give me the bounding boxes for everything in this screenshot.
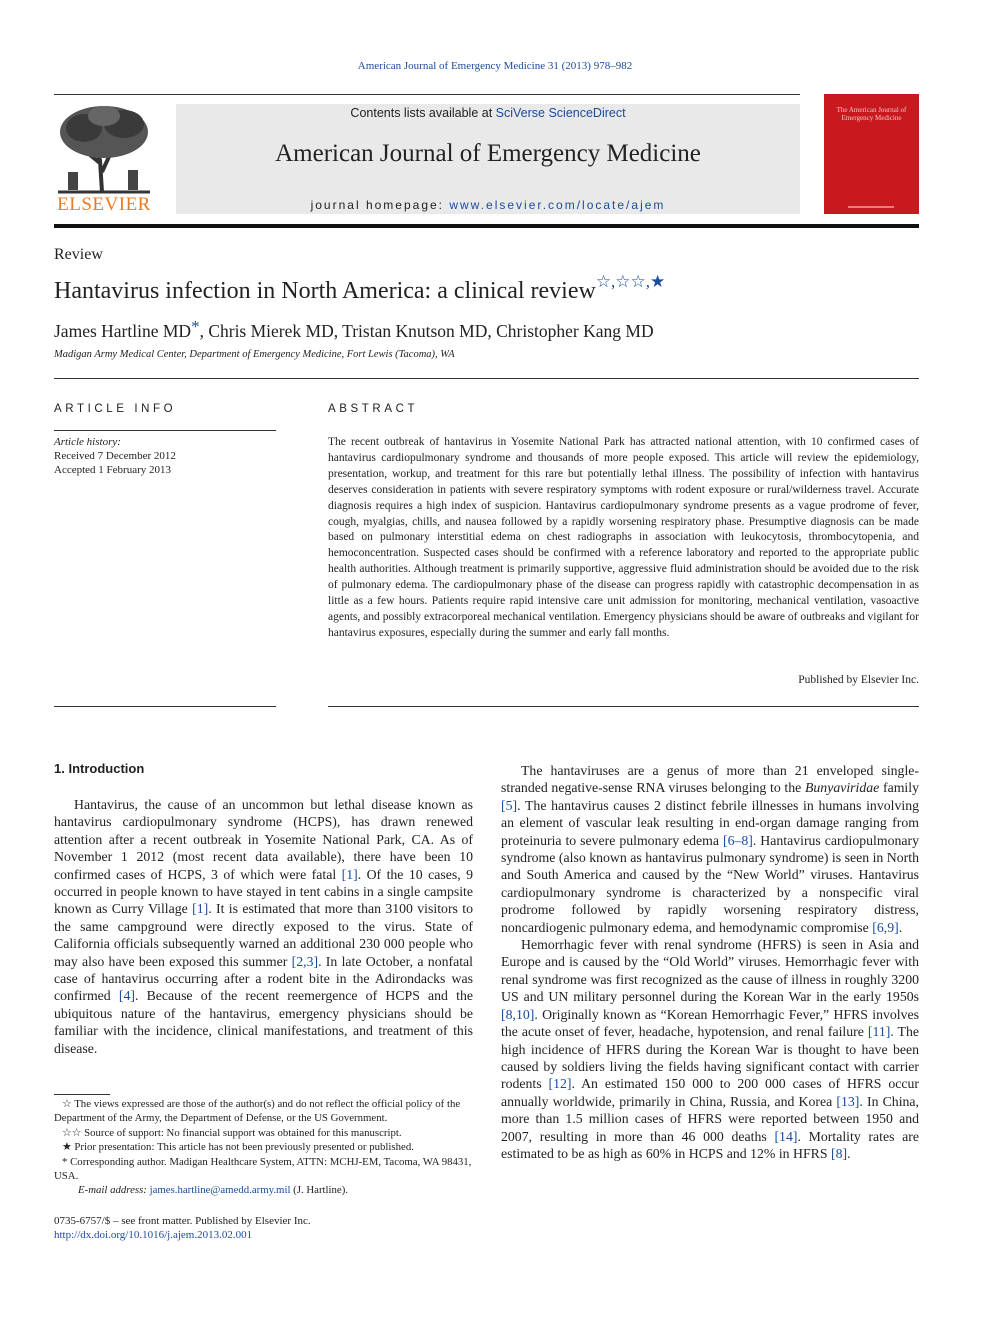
body-column-left: [54, 796, 473, 1057]
citation-link[interactable]: [5]: [501, 797, 518, 813]
doi-link[interactable]: http://dx.doi.org/10.1016/j.ajem.2013.02.001: [54, 1229, 253, 1242]
paragraph-1: Hantavirus, the cause of an uncommon but lethal disease known as hantavirus cardiopulmonary syndrome (HCPS), has drawn renewed attention after a recent outbreak in Yosemite National Park, CA. As of November 1 2012 (most recent data available), there have been 10 confirmed cases of HCPS, 3 of which were fatal [1]. Of the 10 cases, 9 occurred in people known to have stayed in tent cabins in a single campsite known as Curry Village [1]. It is estimated that more than 3100 visitors to the same campground were directly exposed to the virus. State of California officials subsequently warned an additional 230 000 people who may also have been exposed this summer [2,3]. In late October, a nonfatal case of hantavirus occurring after a rodent bite in the Adirondacks was confirmed [4]. Because of the recent reemergence of HCPS and the ubiquitous nature of the hantavirus, emergency physicians should be familiar with the incidence, clinical manifestations, and treatment of this disease.: [54, 797, 474, 1056]
affiliation: Madigan Army Medical Center, Department of Emergency Medicine, Fort Lewis (Tacoma), WA: [54, 349, 455, 360]
article-type: Review: [54, 246, 103, 263]
email-link[interactable]: james.hartline@amedd.army.mil: [149, 1184, 291, 1197]
homepage-prefix: journal homepage:: [310, 198, 444, 212]
info-top-rule: [54, 378, 919, 379]
footnote-corresponding: * Corresponding author. Madigan Healthcare System, ATTN: MCHJ-EM, Tacoma, WA 98431, USA.: [54, 1155, 472, 1183]
title-footnote-marks[interactable]: ☆,☆☆,★: [595, 272, 666, 291]
journal-homepage: [176, 198, 800, 212]
footnote-support: ☆☆ Source of support: No financial support was obtained for this manuscript.: [62, 1126, 402, 1139]
title-rule: [54, 224, 919, 228]
author-hartline: James Hartline MD: [54, 321, 192, 341]
citation-link[interactable]: [14]: [774, 1128, 798, 1144]
citation-link[interactable]: [4]: [118, 988, 135, 1004]
citation-link[interactable]: [6–8]: [722, 832, 753, 848]
cover-strip: [848, 206, 894, 208]
sciencedirect-link[interactable]: SciVerse ScienceDirect: [495, 106, 626, 120]
corresponding-author-mark[interactable]: *: [191, 317, 200, 336]
citation-link[interactable]: [2,3]: [291, 953, 319, 969]
front-matter: [54, 1214, 311, 1243]
received-date: Received 7 December 2012: [54, 450, 176, 462]
publisher-note: Published by Elsevier Inc.: [798, 674, 919, 686]
body-column-right: [501, 762, 919, 1162]
paragraph-2: The hantaviruses are a genus of more than 21 enveloped single-stranded negative-sense RNA viruses belonging to the Bunyaviridae family [5]. The hantavirus causes 2 distinct febrile illnesses in humans involving an element of vascular leak resulting in end-organ damage ranging from proteinuria to severe pulmonary edema [6–8]. Hantavirus cardiopulmonary syndrome (also known as hantavirus pulmonary syndrome) is seen in North and South America and caused by the “New World” viruses. Hantavirus cardiopulmonary syndrome is characterized by a nonspecific viral prodrome followed by rapidly worsening respiratory distress, noncardiogenic pulmonary edema, and hemodynamic compromise [6,9].: [501, 763, 919, 935]
info-bottom-rule: [54, 706, 276, 707]
journal-citation[interactable]: American Journal of Emergency Medicine 31 (2013) 978–982: [357, 60, 633, 72]
citation-link[interactable]: [8]: [830, 1145, 848, 1161]
abstract-text: The recent outbreak of hantavirus in Yosemite National Park has attracted national attention, with 10 confirmed cases of hantavirus cardiopulmonary syndrome and thousands of more people exposed. This article will review the epidemiology, presentation, workup, and treatment for this rare but potentially lethal illness. The possibility of infection with hantavirus deserves consideration in patients with severe respiratory symptoms with rodent exposure or rural/wilderness travel. Accurate diagnosis requires a high index of suspicion. Hantavirus cardiopulmonary syndrome presents as a vague prodrome of fever, cough, myalgias, chills, and nausea followed by a rapidly worsening respiratory phase. Presumptive diagnosis can be made based on pulmonary interstitial edema on chest radiographs in association with leukocytosis, thrombocytopenia, and hemoconcentration. Suspected cases should be confirmed with a reference laboratory and reported to the appropriate public health authorities. Although treatment is primarily supportive, aggressive fluid administration should be avoided due to the risk of pulmonary edema. The cardiopulmonary phase of the disease can progress rapidly with catastrophic decompensation in as little as a few hours. Patients require rapid intensive care unit admission for monitoring, mechanical ventilation, vasoactive agents, and possibly extracorporeal mechanical ventilation. Emergency physicians should be aware of outbreaks and vigilant for hantavirus exposures, especially during the summer and early fall months.: [328, 436, 919, 639]
homepage-link[interactable]: www.elsevier.com/locate/ajem: [449, 198, 666, 212]
citation-link[interactable]: [1]: [341, 866, 358, 882]
journal-title: American Journal of Emergency Medicine: [275, 140, 701, 167]
article-history: [54, 435, 176, 477]
abstract-heading: ABSTRACT: [328, 403, 419, 415]
article-info-heading: ARTICLE INFO: [54, 403, 177, 415]
article-title-text: Hantavirus infection in North America: a clinical review: [54, 278, 596, 304]
footnote-rule: [54, 1094, 110, 1095]
tree-logo-icon: [54, 102, 154, 198]
footnote-email: E-mail address: james.hartline@amedd.army.mil (J. Hartline).: [78, 1184, 349, 1197]
header-rule: [54, 94, 800, 95]
issn-line: 0735-6757/$ – see front matter. Published by Elsevier Inc.: [54, 1215, 311, 1227]
section-heading-introduction: 1. Introduction: [54, 761, 145, 776]
cover-title: The American Journal of Emergency Medicine: [836, 106, 907, 122]
article-info-rule: [54, 430, 276, 431]
citation-link[interactable]: [1]: [192, 901, 209, 917]
footnotes: [54, 1097, 475, 1198]
elsevier-wordmark: ELSEVIER: [57, 194, 151, 215]
journal-cover[interactable]: [824, 94, 919, 214]
citation-link[interactable]: [11]: [867, 1024, 891, 1040]
contents-line: [176, 106, 800, 120]
contents-prefix: Contents lists available at: [350, 106, 493, 120]
accepted-date: Accepted 1 February 2013: [54, 464, 171, 476]
citation-link[interactable]: [6,9]: [872, 919, 899, 935]
paragraph-3: Hemorrhagic fever with renal syndrome (HFRS) is seen in Asia and Europe and is caused by the “Old World” viruses. Hemorrhagic fever with renal syndrome was first recognized as the cause of illness in roughly 3200 US and UN military personnel during the Korean War in the early 1950s [8,10]. Originally known as “Korean Hemorrhagic Fever,” HFRS involves the acute onset of fever, headache, hypotension, and renal failure [11]. The high incidence of HFRS during the Korean War is thought to have been caused by soldiers living the fields having significant contact with carrier rodents [12]. An estimated 150 000 to 200 000 cases of HFRS occur annually worldwide, primarily in China, Russia, and Korea [13]. In China, more than 1.5 million cases of HFRS were reported between 1950 and 2007, resulting in more than 46 000 deaths [14]. Mortality rates are estimated to be as high as 60% in HCPS and 12% in HFRS [8].: [501, 937, 920, 1161]
article-title: [54, 272, 665, 305]
citation-link[interactable]: [8,10]: [501, 1006, 535, 1022]
other-authors: , Chris Mierek MD, Tristan Knutson MD, Christopher Kang MD: [199, 321, 654, 341]
author-list: [54, 317, 654, 342]
elsevier-logo[interactable]: [54, 102, 154, 214]
citation-link[interactable]: [12]: [548, 1076, 572, 1092]
footnote-presentation: ★ Prior presentation: This article has not been previously presented or published.: [62, 1141, 414, 1154]
abstract-bottom-rule: [328, 706, 919, 707]
history-label: Article history:: [54, 436, 121, 448]
journal-banner: [176, 104, 800, 214]
citation-link[interactable]: [13]: [836, 1093, 860, 1109]
footnote-views: ☆ The views expressed are those of the author(s) and do not reflect the official policy of the Department of the Army, the Department of Defense, or the US Government.: [54, 1098, 461, 1125]
